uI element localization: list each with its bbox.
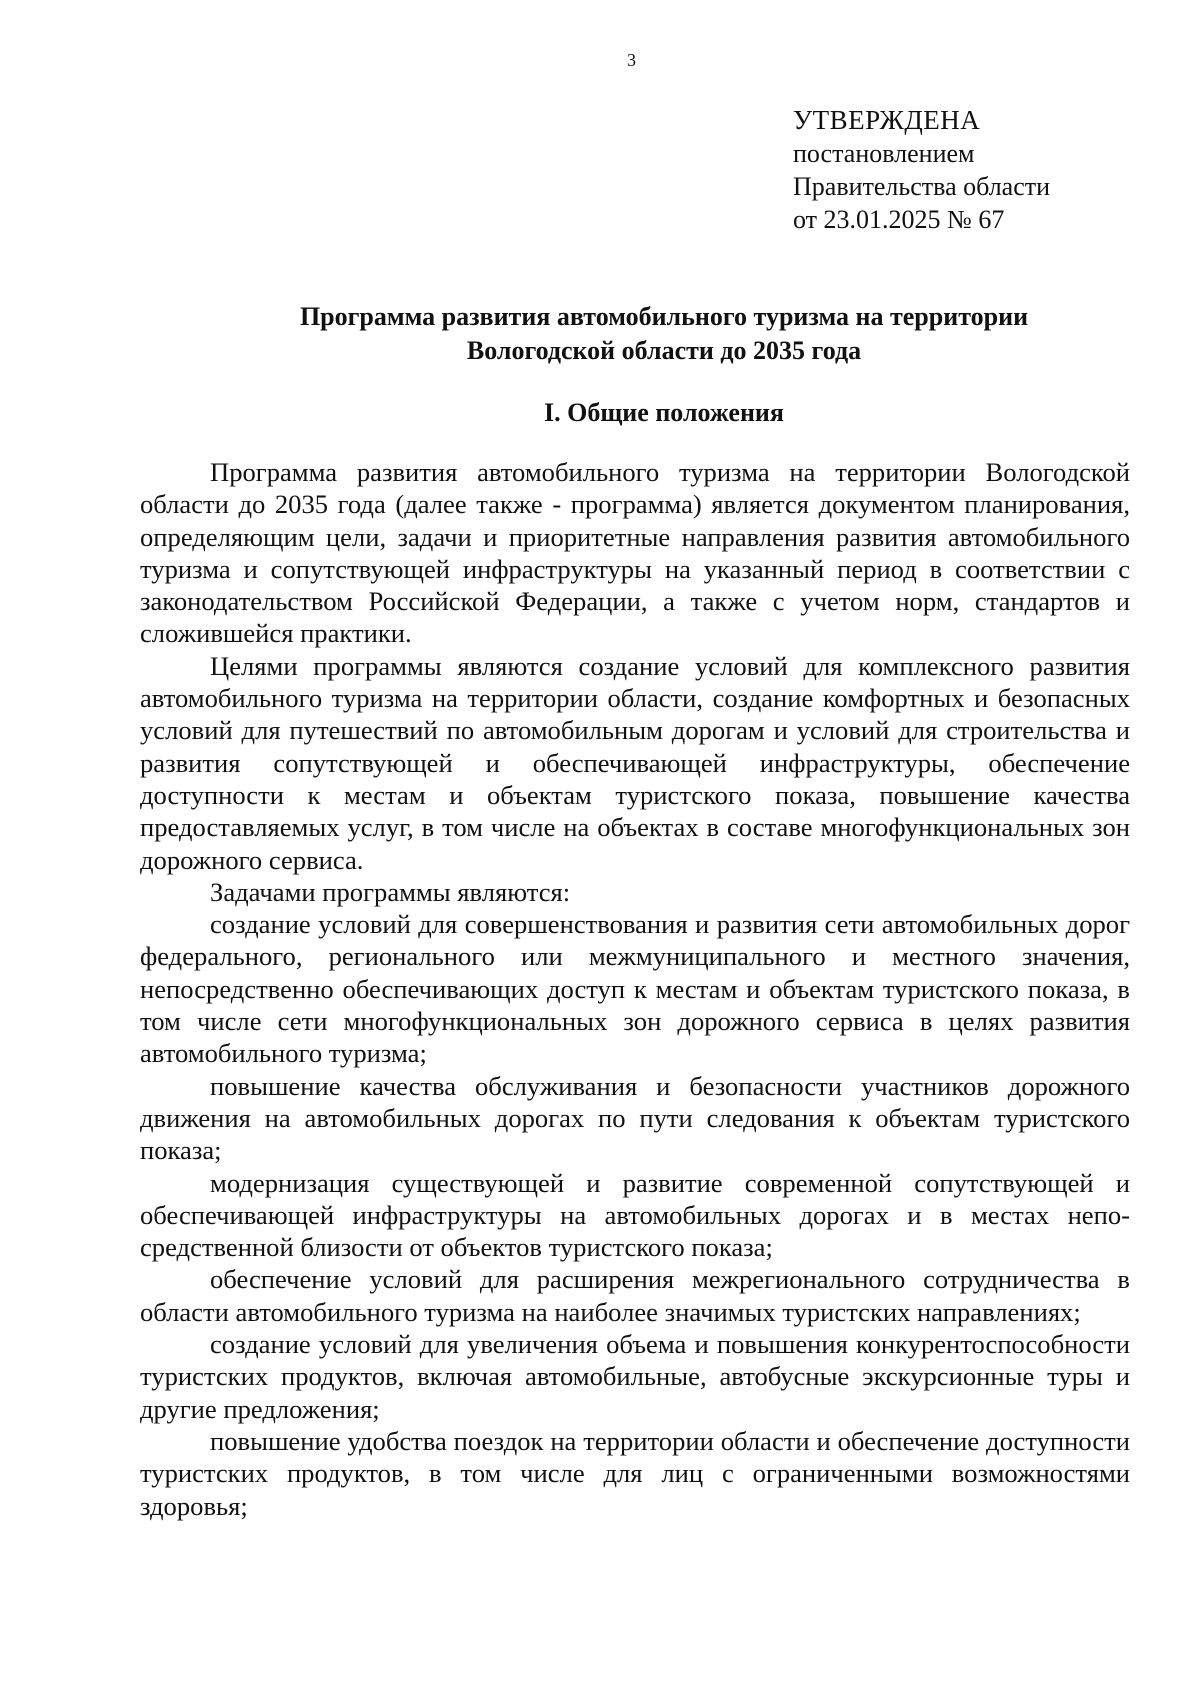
paragraph: повышение качества обслуживания и безопасности участников дорожного движения на автомобильных дорогах по пути следования к объектам туристского показа; [140, 1070, 1130, 1166]
approval-stamp: УТВЕРЖДЕНА [793, 105, 981, 135]
document-title-line-2: Вологодской области до 2035 года [466, 336, 862, 365]
paragraph: создание условий для увеличения объема и повышения конкурентоспособности туристских продуктов, включая автомобильные, автобусные экскурсионные туры и другие предложения; [140, 1329, 1130, 1424]
paragraph: создание условий для совершенствования и развития сети автомобильных дорог федерального, регионального или межмуниципального и местного значения, непосредственно обеспечивающих доступ к местам и объектам туристского показа, в том числе сети многофункциональных зон дорожного сервиса в целях развития автомобильного туризма; [140, 909, 1130, 1069]
section-heading: I. Общие положения [544, 398, 784, 427]
body-text [140, 456, 1130, 1522]
paragraph: Целями программы являются создание условий для комплексного развития автомобильного туризма на территории области, создание комфортных и безопасных условий для путешествий по автомобильным дорогам и условий для строительства и развития сопутствующей и обеспечивающей инфраструктуры, обеспечение доступности к местам и объектам туристского показа, повышение качества предоставляемых услуг, в том числе на объектах в составе многофункциональных зон дорожного сервиса. [140, 650, 1130, 875]
approval-line-3: от 23.01.2025 № 67 [793, 205, 1005, 234]
approval-line-2: Правительства области [793, 172, 1051, 201]
paragraph: обеспечение условий для расширения межрегионального сотрудничества в области автомобильного туризма на наиболее значимых туристских направлениях; [140, 1264, 1130, 1327]
document-title [140, 300, 1188, 368]
paragraph: Задачами программы являются: [210, 876, 571, 907]
paragraph: Программа развития автомобильного туризма на территории Вологодской области до 2035 года (далее также - программа) является документом планирования, определяющим цели, задачи и приоритетные направления развития автомобильного туризма и сопутствующей инфраструктуры на указанный период в соответствии с законодательством Российской Федерации, а также с учетом норм, стандартов и сложившейся практики. [140, 457, 1130, 649]
approval-line-1: постановлением [793, 139, 975, 168]
document-title-line-1: Программа развития автомобильного туризма на территории [299, 302, 1029, 331]
paragraph: модернизация существующей и развитие современной сопутствующей и обеспечивающей инфраструктуры на автомобильных дорогах и в местах непосредственной близости от объектов туристского показа; [140, 1167, 1130, 1263]
paragraph: повышение удобства поездок на территории области и обеспечение доступности туристских продуктов, в том числе для лиц с ограниченными возможностями здоровья; [140, 1425, 1130, 1521]
approval-block [793, 104, 1050, 236]
page-number: 3 [627, 50, 636, 70]
